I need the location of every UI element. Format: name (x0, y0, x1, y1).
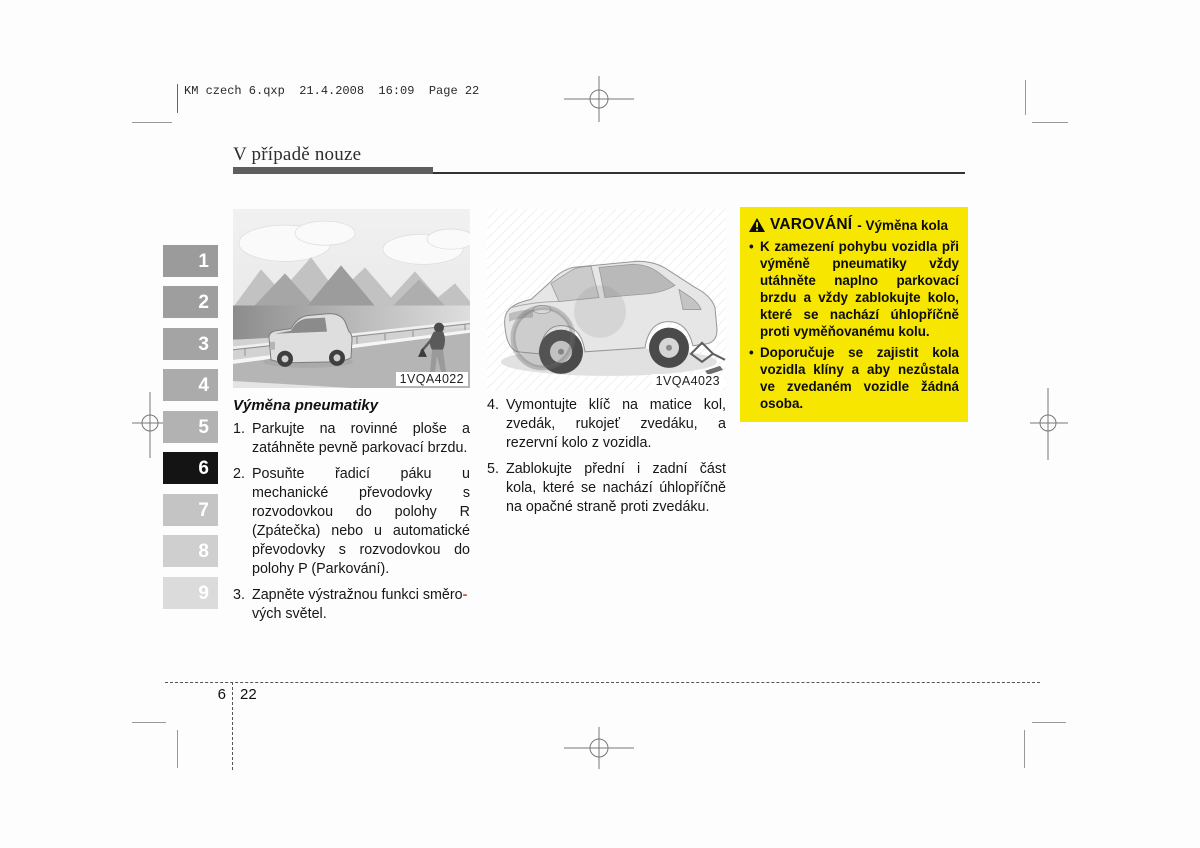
step-3: 3. Zapněte výstražnou funkci směro- vých světel. (233, 587, 468, 622)
section-title: Výměna pneumatiky (233, 397, 379, 414)
chapter-tab-3: 3 (163, 328, 218, 360)
step-5: 5. Zablokujte přední i zadní část kola, které se nachází úhlopříčně na opačné straně proti zvedáku. (487, 461, 726, 515)
chapter-tab-9: 9 (163, 577, 218, 609)
warning-title: VAROVÁNÍ (770, 216, 853, 233)
step-3-hyphen: - (462, 587, 468, 603)
registration-mark-bottom-icon (564, 727, 634, 769)
chapter-tab-7: 7 (163, 494, 218, 526)
step-1: 1. Parkujte na rovinné ploše a zatáhněte pevně parkovací brzdu. (233, 421, 470, 456)
crop-mark-bottom-right-h (1032, 722, 1066, 723)
warning-triangle-icon (749, 218, 765, 232)
crop-mark-bottom-left-h (132, 722, 166, 723)
registration-mark-right-icon (1030, 388, 1068, 460)
figure-roadside-parking (233, 209, 470, 388)
crop-mark-bottom-right-v (1024, 730, 1025, 768)
bullet-dot: • (749, 239, 754, 254)
footer-page-number: 22 (240, 686, 257, 703)
registration-mark-top-icon (564, 76, 634, 122)
instructions-column-left (233, 396, 470, 631)
header-rule-thick (233, 167, 433, 174)
figure-vehicle-jack (487, 209, 726, 390)
footer-dashed-divider (232, 682, 233, 770)
crop-mark-top-right-v (1025, 80, 1026, 115)
figure-code-label: 1VQA4022 (396, 372, 468, 386)
figure-code-label: 1VQA4023 (652, 374, 724, 388)
header-rule-thin (433, 172, 965, 174)
warning-box (740, 207, 968, 422)
roadside-parking-illustration (233, 209, 470, 388)
vehicle-jack-illustration (487, 209, 726, 390)
step-3-text: Zapněte výstražnou funkci směro (252, 587, 463, 603)
warning-bullet-2: • Doporučuje se zajistit kola vozidla klíny a aby nezůstala ve zvedaném vozidle žádná osoba. (749, 345, 959, 411)
warning-bullet-1: • K zamezení pohybu vozidla při výměně pneumatiky vždy utáhněte naplno parkovací brzdu a vždy zablokujte kolo, které se nachází úhlopříčně proti vyměňovanému kolu. (749, 239, 959, 339)
chapter-tab-5: 5 (163, 411, 218, 443)
instructions-column-right (487, 396, 726, 524)
crop-mark-top-left-v (177, 84, 178, 113)
crop-mark-top-right-h (1032, 122, 1068, 123)
print-slug-line: KM czech 6.qxp 21.4.2008 16:09 Page 22 (184, 84, 480, 98)
bullet-dot: • (749, 345, 754, 360)
chapter-tab-1: 1 (163, 245, 218, 277)
crop-mark-bottom-left-v (177, 730, 178, 768)
step-3-text-cont: vých světel. (252, 606, 327, 622)
step-2: 2. Posuňte řadicí páku u mechanické převodovky s rozvodovkou do polohy R (Zpátečka) nebo u automatické převodovky s rozvodovkou do polohy P (Parkování). (233, 466, 470, 577)
chapter-tab-2: 2 (163, 286, 218, 318)
chapter-tab-6-active: 6 (163, 452, 218, 484)
warning-subtitle: - Výměna kola (857, 217, 949, 233)
step-4: 4. Vymontujte klíč na matice kol, zvedák, rukojeť zvedáku, a rezervní kolo z vozidla. (487, 397, 726, 451)
footer-dashed-rule (165, 682, 1040, 683)
warning-header (749, 216, 959, 234)
crop-mark-top-left-h (132, 122, 172, 123)
chapter-tab-8: 8 (163, 535, 218, 567)
footer-chapter-number: 6 (217, 686, 226, 703)
chapter-tab-4: 4 (163, 369, 218, 401)
page-title: V případě nouze (233, 144, 362, 165)
